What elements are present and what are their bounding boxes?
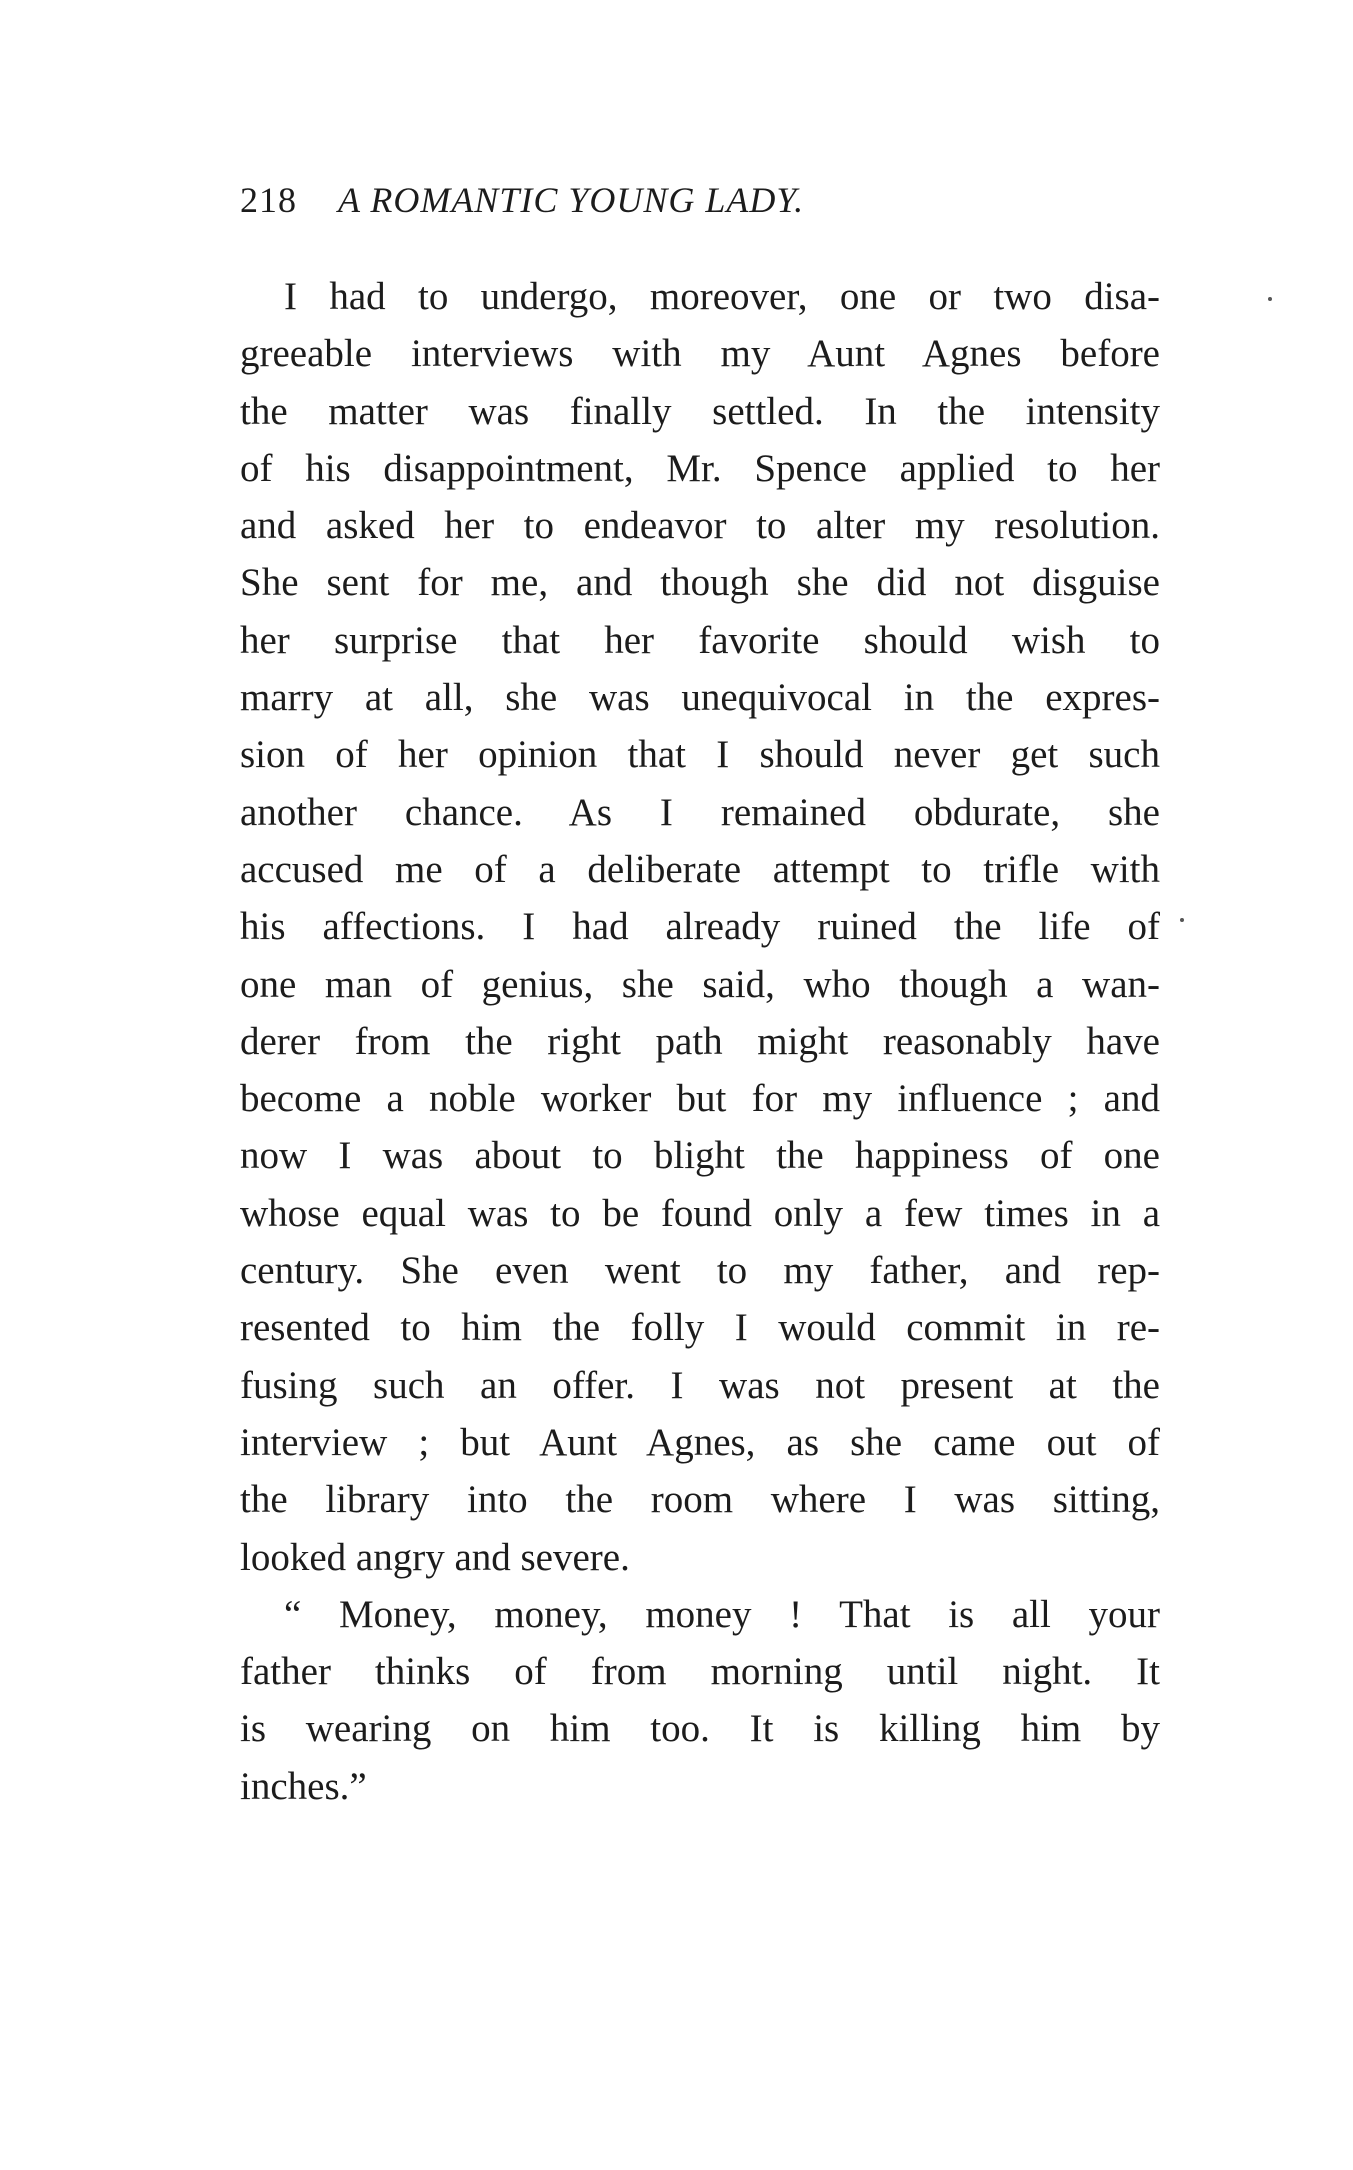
text-line: her surprise that her favorite should wish to — [240, 618, 1160, 662]
text-line: of his disappointment, Mr. Spence applied to her — [240, 446, 1160, 490]
text-line: greeable interviews with my Aunt Agnes before — [240, 332, 1160, 376]
text-line: his affections. I had already ruined the life of — [240, 905, 1160, 949]
text-line: looked angry and severe. — [240, 1535, 630, 1579]
text-line: become a noble worker but for my influence ; and — [240, 1077, 1160, 1121]
paragraph — [240, 268, 1160, 1586]
text-line: one man of genius, she said, who though a wan- — [240, 962, 1160, 1006]
text-line: marry at all, she was unequivocal in the expres- — [240, 676, 1160, 720]
page-number: 218 — [240, 180, 297, 220]
text-line: inches.” — [240, 1764, 367, 1808]
text-line: sion of her opinion that I should never get such — [240, 733, 1160, 777]
text-line: accused me of a deliberate attempt to trifle with — [240, 847, 1160, 891]
text-line: now I was about to blight the happiness of one — [240, 1134, 1160, 1178]
text-line: resented to him the folly I would commit in re- — [240, 1306, 1160, 1350]
text-line: the matter was finally settled. In the intensity — [240, 389, 1160, 433]
text-line: the library into the room where I was sitting, — [240, 1478, 1160, 1522]
print-speck — [1268, 297, 1272, 301]
text-line: century. She even went to my father, and rep- — [240, 1249, 1160, 1293]
text-line: I had to undergo, moreover, one or two disa- — [284, 275, 1160, 318]
print-speck — [1180, 918, 1184, 922]
text-line: father thinks of from morning until night. It — [240, 1650, 1160, 1694]
text-line: “ Money, money, money ! That is all your — [284, 1592, 1160, 1636]
text-line: She sent for me, and though she did not disguise — [240, 561, 1160, 605]
text-line: derer from the right path might reasonably have — [240, 1019, 1160, 1063]
body-text — [240, 268, 1160, 1815]
running-head — [240, 178, 804, 222]
text-line: another chance. As I remained obdurate, she — [240, 790, 1160, 834]
text-line: fusing such an offer. I was not present at the — [240, 1363, 1160, 1407]
text-line: is wearing on him too. It is killing him by — [240, 1707, 1160, 1751]
text-line: whose equal was to be found only a few times in a — [240, 1191, 1160, 1235]
paragraph — [240, 1586, 1160, 1815]
text-line: interview ; but Aunt Agnes, as she came out of — [240, 1420, 1160, 1464]
running-title: A ROMANTIC YOUNG LADY. — [338, 180, 805, 220]
text-line: and asked her to endeavor to alter my resolution. — [240, 504, 1160, 548]
